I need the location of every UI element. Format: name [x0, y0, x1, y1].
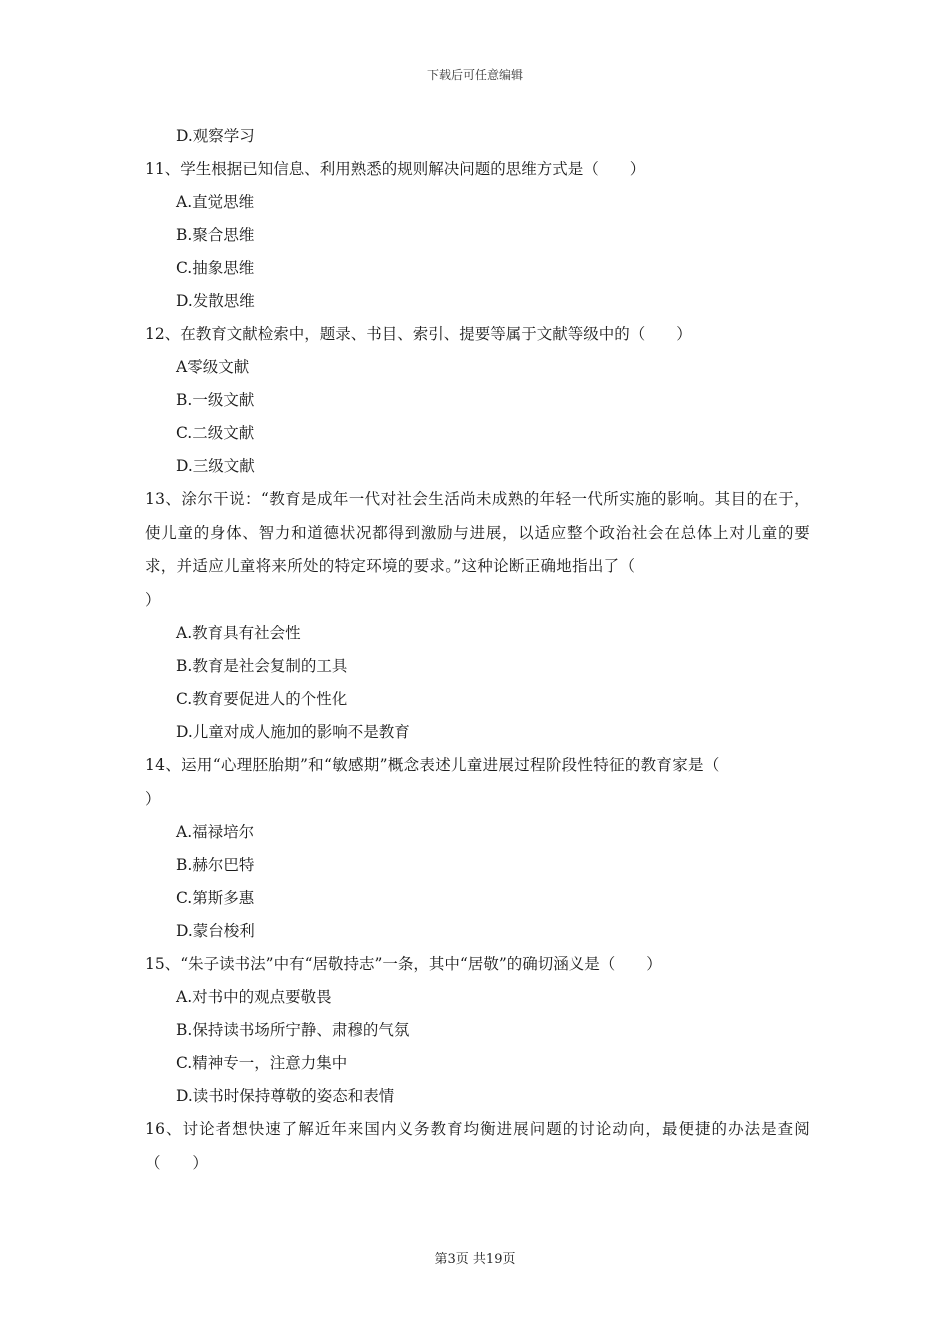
- option-c: C.教育要促进人的个性化: [176, 690, 348, 708]
- question-16: [145, 1113, 810, 1180]
- question-stem: 11、学生根据已知信息、利用熟悉的规则解决问题的思维方式是（ ）: [145, 160, 646, 178]
- option-d: D.三级文献: [176, 457, 255, 475]
- document-body: [145, 120, 810, 1180]
- option-b: B.保持读书场所宁静、肃穆的气氛: [176, 1021, 410, 1039]
- question-stem-end: ）: [145, 590, 161, 609]
- question-stem: 12、在教育文献检索中，题录、书目、索引、提要等属于文献等级中的（ ）: [145, 325, 692, 343]
- option-b: B.一级文献: [176, 391, 255, 409]
- option-a: A.直觉思维: [176, 193, 255, 211]
- option-c: C.二级文献: [176, 424, 255, 442]
- page-footer: 第3页 共19页: [434, 1252, 516, 1267]
- option-b: B.教育是社会复制的工具: [176, 657, 348, 675]
- option-d: D.读书时保持尊敬的姿态和表情: [176, 1087, 395, 1105]
- question-stem-end: ）: [145, 789, 161, 808]
- option-b: B.赫尔巴特: [176, 856, 255, 874]
- option-a: A.对书中的观点要敬畏: [176, 988, 332, 1006]
- page-header: 下载后可任意编辑: [426, 68, 523, 82]
- question-stem: 13、涂尔干说：“教育是成年一代对社会生活尚未成熟的年轻一代所实施的影响。其目的在于，使儿童的身体、智力和道德状况都得到激励与进展，以适应整个政治社会在总体上对儿童的要求，并适应儿童将来所处的特定环境的要求。”这种论断正确地指出了（: [145, 490, 810, 575]
- question-stem: 16、讨论者想快速了解近年来国内义务教育均衡进展问题的讨论动向，最便捷的办法是查阅（ ）: [145, 1120, 810, 1172]
- option-d: D.发散思维: [176, 292, 255, 310]
- option-a: A.福禄培尔: [176, 823, 255, 841]
- option-b: B.聚合思维: [176, 226, 255, 244]
- question-13: [145, 483, 810, 749]
- option-c: C.抽象思维: [176, 259, 255, 277]
- option-a: A.教育具有社会性: [176, 624, 301, 642]
- question-stem: 15、“朱子读书法”中有“居敬持志”一条，其中“居敬”的确切涵义是（ ）: [145, 955, 662, 973]
- question-15: [145, 948, 810, 1113]
- option-d-prev: D.观察学习: [176, 127, 255, 145]
- option-a: A零级文献: [176, 358, 250, 376]
- option-c: C.精神专一，注意力集中: [176, 1054, 348, 1072]
- question-12: [145, 318, 810, 483]
- option-c: C.第斯多惠: [176, 889, 255, 907]
- question-stem: 14、运用“心理胚胎期”和“敏感期”概念表述儿童进展过程阶段性特征的教育家是（: [145, 756, 720, 774]
- option-d: D.儿童对成人施加的影响不是教育: [176, 723, 410, 741]
- question-11: [145, 153, 810, 318]
- question-14: [145, 749, 810, 948]
- option-d: D.蒙台梭利: [176, 922, 255, 940]
